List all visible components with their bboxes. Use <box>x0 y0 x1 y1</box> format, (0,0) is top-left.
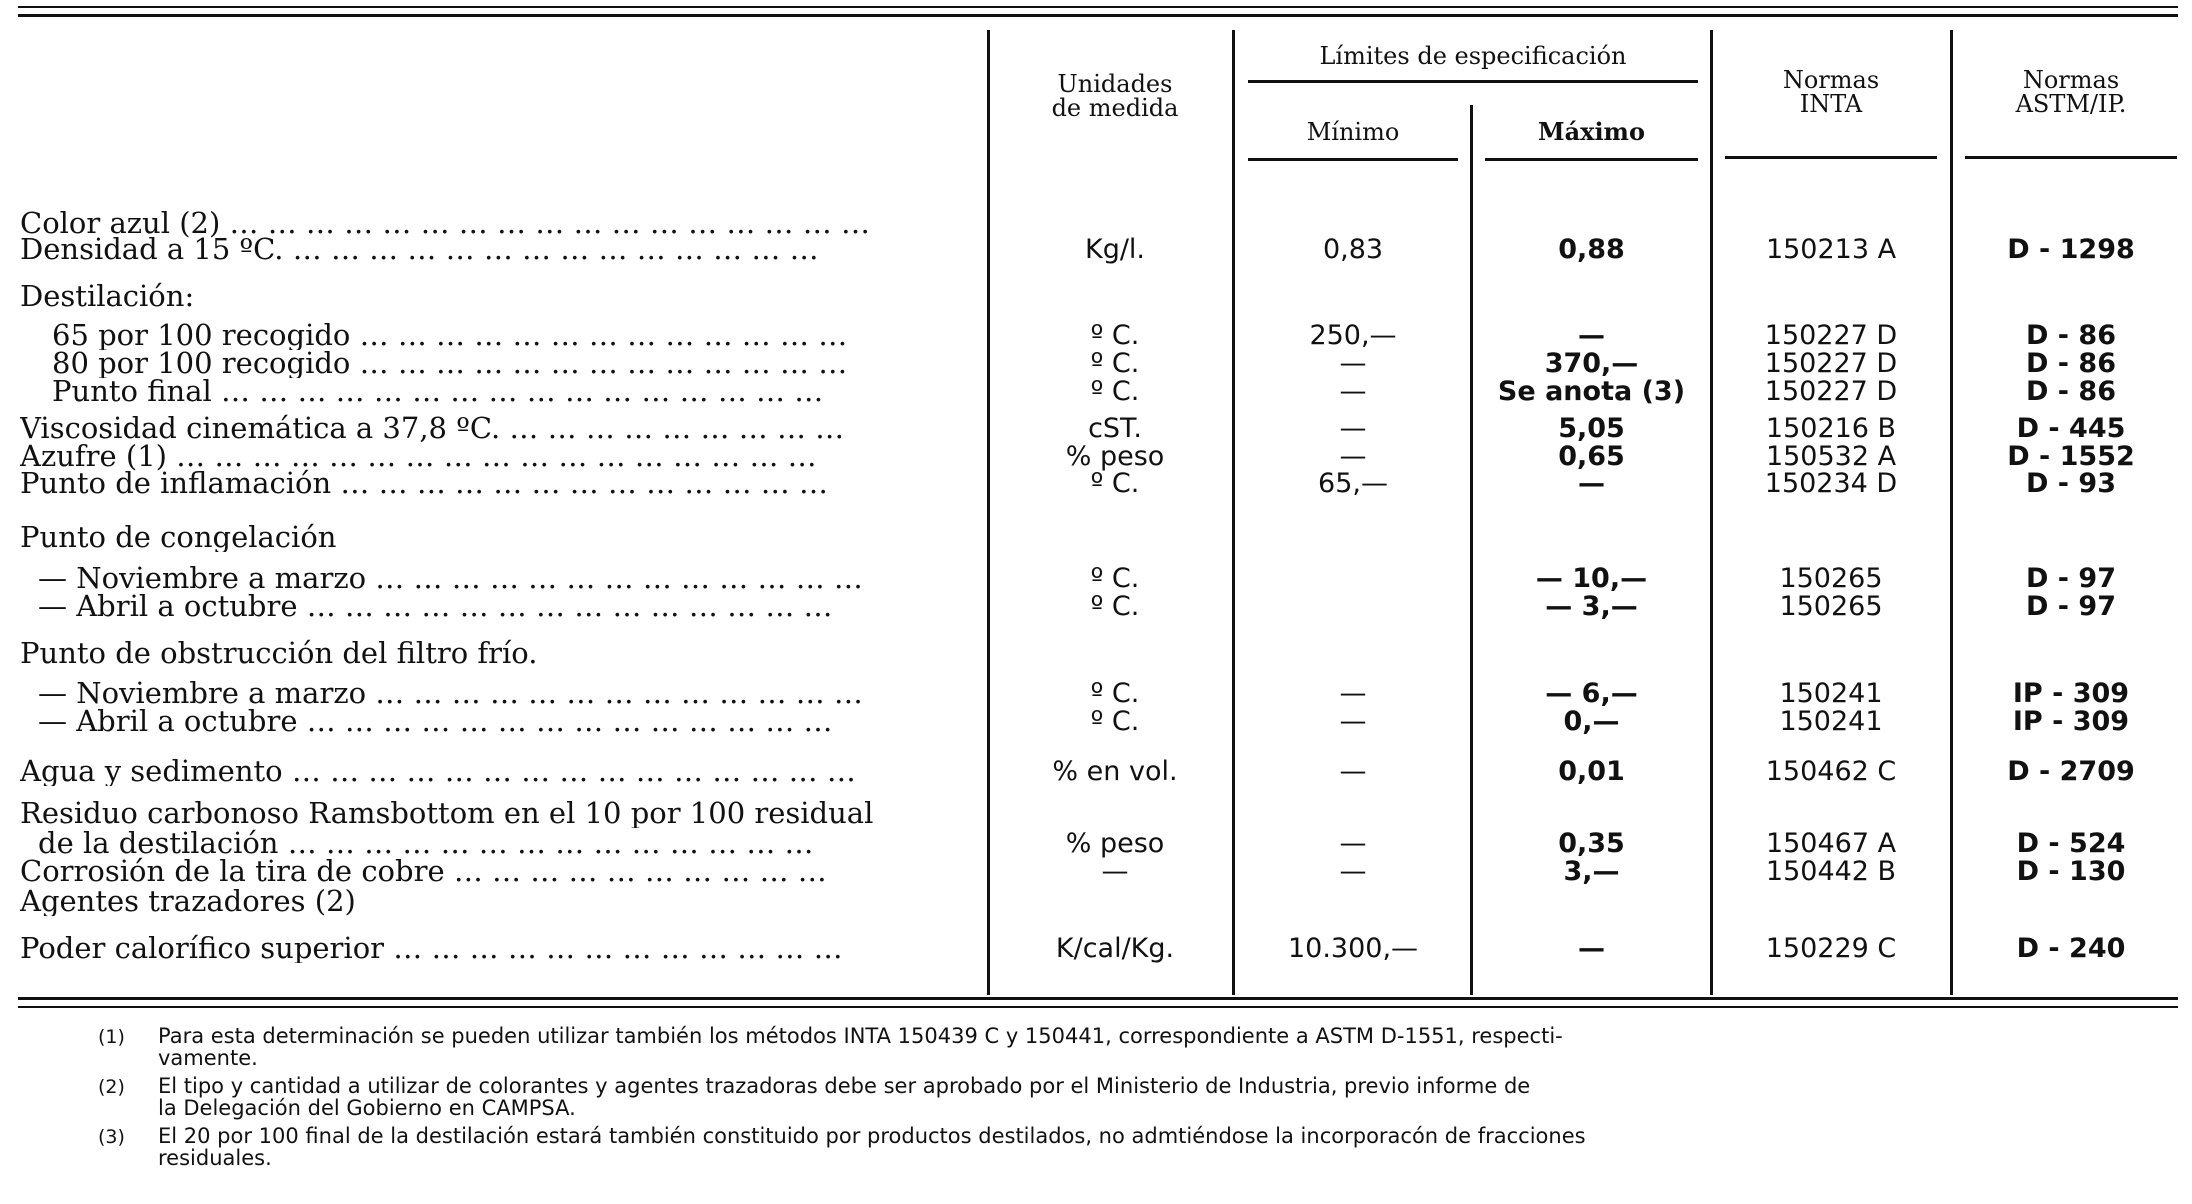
cell-astm: IP - 309 <box>2012 678 2130 709</box>
cell-min: 10.300,— <box>1287 933 1419 964</box>
cell-inta: 150265 <box>1779 563 1883 594</box>
cell-unit: cST. <box>1088 413 1142 444</box>
cell-unit: º C. <box>1090 320 1140 351</box>
cell-astm: D - 86 <box>2026 348 2116 379</box>
cell-unit: K/cal/Kg. <box>1055 933 1175 964</box>
row-label: Agentes trazadores (2) <box>20 886 356 916</box>
astm-underline <box>1965 156 2177 159</box>
row-label: Punto de inflamación … … … … … … … … … … … … … <box>20 468 829 498</box>
row-label: Punto de congelación <box>20 522 337 552</box>
header-inta: Normas INTA <box>1782 66 1880 118</box>
cell-unit: º C. <box>1090 563 1140 594</box>
row-label: 65 por 100 recogido … … … … … … … … … … … … … <box>52 320 848 350</box>
cell-astm: D - 93 <box>2026 468 2116 499</box>
cell-inta: 150213 A <box>1765 234 1897 265</box>
cell-astm: D - 240 <box>2016 933 2126 964</box>
cell-unit: Kg/l. <box>1084 234 1146 265</box>
cell-min: — <box>1339 706 1367 737</box>
cell-max: 0,88 <box>1558 234 1625 265</box>
footnote-mark: (2) <box>98 1076 125 1098</box>
cell-max: 0,35 <box>1558 828 1625 859</box>
cell-unit: º C. <box>1090 376 1140 407</box>
cell-astm: D - 1552 <box>2007 441 2135 472</box>
cell-inta: 150227 D <box>1764 320 1898 351</box>
cell-min: — <box>1339 413 1367 444</box>
cell-inta: 150265 <box>1779 591 1883 622</box>
cell-max: 3,— <box>1563 856 1620 887</box>
cell-inta: 150532 A <box>1765 441 1897 472</box>
cell-max: Se anota (3) <box>1497 376 1686 407</box>
row-label: Poder calorífico superior … … … … … … … … … … … … <box>20 933 843 963</box>
footnote-text-continued: la Delegación del Gobierno en CAMPSA. <box>158 1096 576 1120</box>
top-rule-thick <box>18 14 2178 17</box>
cell-astm: D - 524 <box>2016 828 2126 859</box>
cell-inta: 150216 B <box>1765 413 1897 444</box>
cell-astm: D - 97 <box>2026 563 2116 594</box>
col-sep-max <box>1470 105 1473 995</box>
min-underline <box>1248 158 1458 161</box>
cell-unit: % peso <box>1065 828 1165 859</box>
cell-unit: º C. <box>1090 591 1140 622</box>
cell-astm: D - 97 <box>2026 591 2116 622</box>
cell-max: 5,05 <box>1558 413 1625 444</box>
header-spec-limits: Límites de especificación <box>1319 42 1627 70</box>
cell-inta: 150462 C <box>1765 756 1897 787</box>
cell-max: — 6,— <box>1545 678 1638 709</box>
header-min: Mínimo <box>1306 118 1400 146</box>
cell-max: — <box>1578 468 1605 499</box>
row-label: de la destilación … … … … … … … … … … … … … … <box>38 828 814 858</box>
row-label: Punto de obstrucción del filtro frío. <box>20 638 538 668</box>
cell-inta: 150241 <box>1779 706 1883 737</box>
row-label: Punto final … … … … … … … … … … … … … … … … <box>52 376 824 406</box>
row-label: Agua y sedimento … … … … … … … … … … … … … … … <box>20 756 856 786</box>
top-rule-thin <box>18 6 2178 8</box>
row-label: Color azul (2) … … … … … … … … … … … … … … … … … <box>20 208 870 238</box>
cell-unit: º C. <box>1090 348 1140 379</box>
header-units: Unidades de medida <box>1051 70 1179 122</box>
col-sep-units <box>987 30 990 995</box>
cell-unit: º C. <box>1090 678 1140 709</box>
cell-max: 0,65 <box>1558 441 1625 472</box>
cell-min: — <box>1339 376 1367 407</box>
row-label: Densidad a 15 ºC. … … … … … … … … … … … … … … <box>20 234 819 264</box>
cell-min: 65,— <box>1318 468 1388 499</box>
cell-min: — <box>1339 348 1367 379</box>
footnote-mark: (3) <box>98 1126 125 1148</box>
row-label: Azufre (1) … … … … … … … … … … … … … … … … … <box>20 441 817 471</box>
cell-unit: º C. <box>1090 468 1140 499</box>
cell-max: 370,— <box>1544 348 1639 379</box>
cell-min: — <box>1339 828 1367 859</box>
row-label: Viscosidad cinemática a 37,8 ºC. … … … … … … … … … <box>20 413 845 443</box>
cell-max: — 10,— <box>1535 563 1648 594</box>
cell-min: — <box>1339 856 1367 887</box>
cell-unit: % en vol. <box>1052 756 1178 787</box>
bottom-rule-thin <box>18 1006 2178 1008</box>
cell-unit: — <box>1101 856 1129 887</box>
row-label: 80 por 100 recogido … … … … … … … … … … … … … <box>52 348 848 378</box>
footnote-text: El tipo y cantidad a utilizar de colorantes y agentes trazadoras debe ser aprobado por el Ministerio de Industria, previo informe de <box>158 1074 1531 1098</box>
row-label: — Abril a octubre … … … … … … … … … … … … … … <box>38 706 833 736</box>
max-underline <box>1485 158 1698 161</box>
cell-min: 0,83 <box>1322 234 1384 265</box>
cell-min: — <box>1339 441 1367 472</box>
col-sep-min <box>1232 30 1235 995</box>
cell-astm: D - 1298 <box>2007 234 2135 265</box>
cell-inta: 150227 D <box>1764 348 1898 379</box>
header-max: Máximo <box>1538 117 1645 146</box>
cell-min: 250,— <box>1309 320 1397 351</box>
row-label: — Noviembre a marzo … … … … … … … … … … … … … <box>38 563 863 593</box>
footnote-mark: (1) <box>98 1026 125 1048</box>
cell-astm: D - 86 <box>2026 376 2116 407</box>
cell-max: — 3,— <box>1545 591 1638 622</box>
footnote-text: Para esta determinación se pueden utilizar también los métodos INTA 150439 C y 150441, correspondiente a ASTM D-1551, respecti- <box>158 1024 1563 1048</box>
cell-inta: 150229 C <box>1765 933 1897 964</box>
cell-astm: IP - 309 <box>2012 706 2130 737</box>
row-label: — Noviembre a marzo … … … … … … … … … … … … … <box>38 678 863 708</box>
cell-max: 0,— <box>1563 706 1620 737</box>
footnote-text-continued: vamente. <box>158 1046 258 1070</box>
cell-astm: D - 445 <box>2016 413 2126 444</box>
cell-inta: 150442 B <box>1765 856 1897 887</box>
cell-inta: 150467 A <box>1765 828 1897 859</box>
inta-underline <box>1725 156 1937 159</box>
col-sep-inta <box>1710 30 1713 995</box>
cell-min: — <box>1339 678 1367 709</box>
row-label: Destilación: <box>20 281 195 311</box>
cell-min: — <box>1339 756 1367 787</box>
cell-astm: D - 130 <box>2016 856 2126 887</box>
spec-limits-underline <box>1248 80 1698 83</box>
cell-max: — <box>1578 933 1605 964</box>
col-sep-astm <box>1950 30 1953 995</box>
cell-astm: D - 2709 <box>2007 756 2135 787</box>
cell-unit: º C. <box>1090 706 1140 737</box>
cell-inta: 150241 <box>1779 678 1883 709</box>
footnote-text-continued: residuales. <box>158 1146 272 1170</box>
header-astm: Normas ASTM/IP. <box>2015 66 2127 118</box>
row-label: — Abril a octubre … … … … … … … … … … … … … … <box>38 591 833 621</box>
cell-unit: % peso <box>1065 441 1165 472</box>
cell-inta: 150227 D <box>1764 376 1898 407</box>
cell-inta: 150234 D <box>1764 468 1898 499</box>
footnote-text: El 20 por 100 final de la destilación estará también constituido por productos destilados, no admtiéndose la incorporacón de fracciones <box>158 1124 1586 1148</box>
cell-max: — <box>1578 320 1605 351</box>
bottom-rule-thick <box>18 997 2178 1000</box>
cell-max: 0,01 <box>1558 756 1625 787</box>
row-label: Residuo carbonoso Ramsbottom en el 10 por 100 residual <box>20 798 874 828</box>
cell-astm: D - 86 <box>2026 320 2116 351</box>
row-label: Corrosión de la tira de cobre … … … … … … … … … … <box>20 856 827 886</box>
